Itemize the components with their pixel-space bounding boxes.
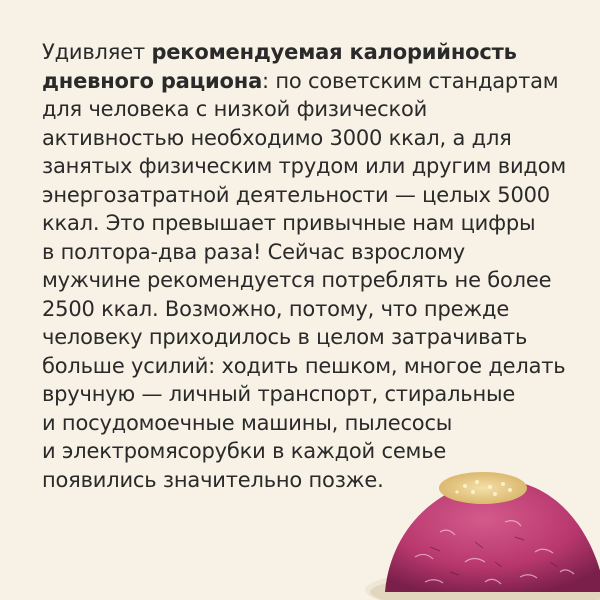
text-line bbox=[42, 124, 572, 153]
text-segment: больше усилий: ходить пешком, многое делать bbox=[42, 353, 566, 378]
text-line bbox=[42, 152, 572, 181]
text-segment: появились значительно позже. bbox=[42, 467, 384, 492]
text-line bbox=[42, 181, 572, 210]
text-line bbox=[42, 209, 572, 238]
body-paragraph bbox=[42, 38, 572, 494]
text-segment: вручную — личный транспорт, стиральные bbox=[42, 382, 516, 406]
text-line bbox=[42, 323, 572, 352]
text-line bbox=[42, 95, 572, 124]
text-segment: : по советским стандартам bbox=[262, 68, 559, 93]
bold-text-segment: дневного рациона bbox=[42, 68, 263, 93]
text-segment: и посудомоечные машины, пылесосы bbox=[42, 410, 453, 435]
text-segment: в полтора-два раза! Сейчас взрослому bbox=[42, 239, 466, 264]
text-segment: 2500 ккал. Возможно, потому, что прежде bbox=[42, 296, 510, 321]
text-segment: ккал. Это превышает привычные нам цифры bbox=[42, 211, 536, 235]
text-line bbox=[42, 409, 572, 438]
text-segment: мужчине рекомендуется потреблять не более bbox=[42, 268, 552, 292]
text-line bbox=[42, 295, 572, 324]
text-segment: занятых физическим трудом или другим видом bbox=[42, 154, 567, 178]
text-segment: активностью необходимо 3000 ккал, а для bbox=[42, 125, 512, 150]
text-line bbox=[42, 266, 572, 295]
text-line bbox=[42, 67, 572, 96]
text-segment: Удивляет bbox=[42, 40, 152, 64]
text-line bbox=[42, 238, 572, 267]
herring-salad-photo bbox=[355, 462, 600, 600]
text-segment: и электромясорубки в каждой семье bbox=[42, 439, 447, 463]
text-line bbox=[42, 352, 572, 381]
text-segment: для человека с низкой физической bbox=[42, 97, 428, 121]
text-line bbox=[42, 380, 572, 409]
bold-text-segment: рекомендуемая калорийность bbox=[151, 40, 517, 64]
text-line bbox=[42, 38, 572, 67]
text-segment: энергозатратной деятельности — целых 5000 bbox=[42, 182, 550, 207]
text-segment: человеку приходилось в целом затрачивать bbox=[42, 325, 528, 349]
